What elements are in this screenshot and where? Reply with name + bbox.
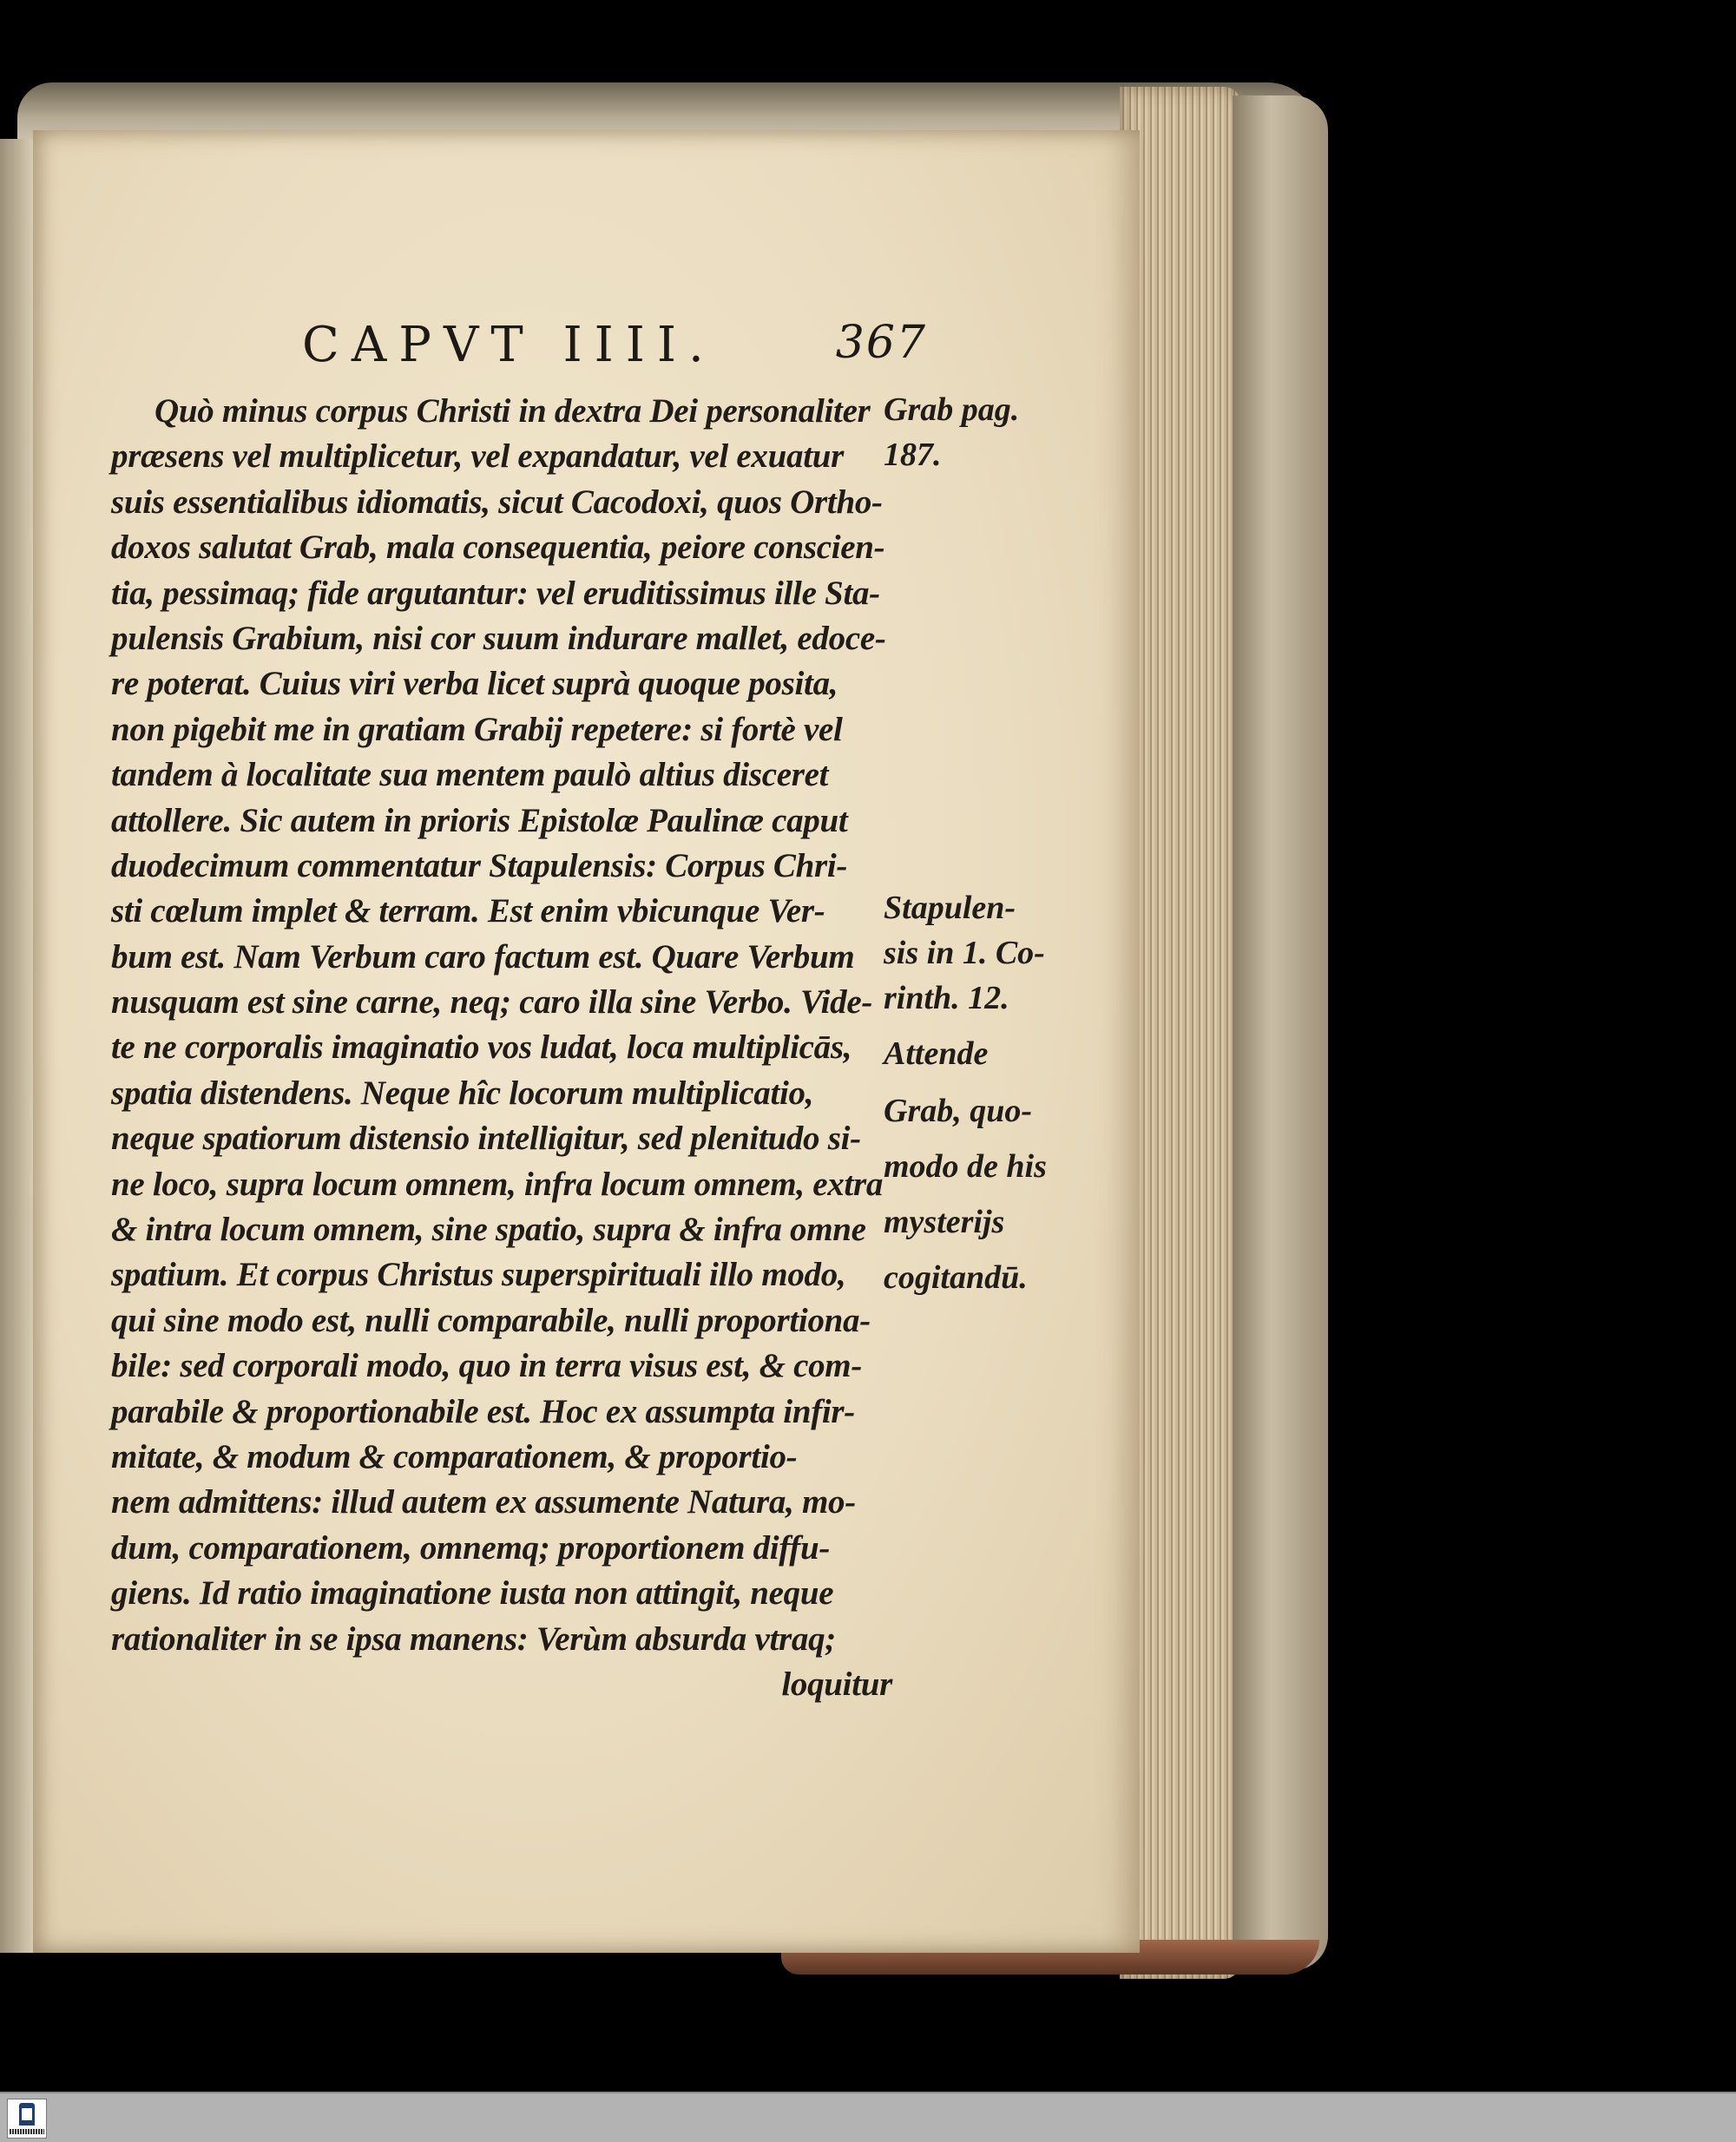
text-line: tia, pessimaq; fide argutantur: vel eruditissimus ille Sta- — [111, 574, 880, 612]
text-line: & intra locum omnem, sine spatio, supra & infra omne — [111, 1211, 866, 1249]
text-line: sti cœlum implet & terram. Est enim vbicunque Ver- — [111, 892, 825, 930]
text-line: giens. Id ratio imaginatione iusta non attingit, neque — [111, 1574, 834, 1613]
margin-note: mysterijs — [884, 1204, 1005, 1240]
text-line: ne loco, supra locum omnem, infra locum omnem, extra — [111, 1165, 884, 1203]
margin-note: Attende — [884, 1035, 989, 1072]
book-page — [33, 130, 1140, 1953]
logo-caption — [10, 2129, 44, 2134]
catchword: loquitur — [781, 1665, 892, 1703]
text-line: spatium. Et corpus Christus superspirituali illo modo, — [111, 1256, 846, 1294]
margin-note: sis in 1. Co- — [884, 935, 1045, 971]
text-line: te ne corporalis imaginatio vos ludat, loca multiplicās, — [111, 1028, 852, 1067]
chapter-title: CAPVT IIII. — [302, 317, 716, 373]
book-cover-right — [1233, 95, 1328, 1970]
text-line: attollere. Sic autem in prioris Epistolæ Paulinæ caput — [111, 801, 848, 839]
library-logo-icon[interactable] — [7, 2099, 47, 2139]
text-line: qui sine modo est, nulli comparabile, nulli proportiona- — [111, 1301, 871, 1339]
text-line: neque spatiorum distensio intelligitur, sed plenitudo si- — [111, 1120, 861, 1158]
margin-note: Grab, quo- — [884, 1093, 1033, 1129]
text-line: dum, comparationem, omnemq; proportionem diffu- — [111, 1528, 831, 1567]
text-line: pulensis Grabium, nisi cor suum indurare mallet, edoce- — [111, 619, 886, 657]
text-line: spatia distendens. Neque hîc locorum multiplicatio, — [111, 1074, 814, 1112]
margin-note: 187. — [884, 437, 942, 473]
previous-page-edge — [0, 139, 35, 1953]
library-building-icon — [19, 2103, 35, 2126]
text-line: duodecimum commentatur Stapulensis: Corpus Chri- — [111, 846, 848, 884]
margin-note: Grab pag. — [884, 391, 1020, 428]
text-line: re poterat. Cuius viri verba licet suprà quoque posita, — [111, 665, 838, 703]
margin-note: rinth. 12. — [884, 980, 1009, 1016]
text-line: præsens vel multiplicetur, vel expandatur, vel exuatur — [111, 437, 844, 476]
text-line: nem admittens: illud autem ex assumente Natura, mo- — [111, 1483, 856, 1521]
text-line: nusquam est sine carne, neq; caro illa sine Verbo. Vide- — [111, 983, 873, 1022]
text-line: bum est. Nam Verbum caro factum est. Quare Verbum — [111, 937, 855, 976]
text-line: tandem à localitate sua mentem paulò altius disceret — [111, 756, 829, 794]
text-line: mitate, & modum & comparationem, & proportio- — [111, 1437, 798, 1475]
page-number: 367 — [835, 317, 927, 369]
margin-note: cogitandū. — [884, 1259, 1028, 1296]
margin-note: Stapulen- — [884, 890, 1016, 926]
body-text — [111, 389, 910, 1707]
text-line: suis essentialibus idiomatis, sicut Cacodoxi, quos Ortho- — [111, 483, 883, 521]
viewer-footer-bar — [0, 2092, 1736, 2142]
text-line: bile: sed corporali modo, quo in terra visus est, & com- — [111, 1347, 863, 1385]
text-line: non pigebit me in gratiam Grabij repetere: si fortè vel — [111, 710, 843, 748]
text-line: Quò minus corpus Christi in dextra Dei personaliter — [155, 392, 871, 430]
margin-note: modo de his — [884, 1148, 1047, 1185]
text-line: rationaliter in se ipsa manens: Verùm absurda vtraq; — [111, 1620, 836, 1658]
text-line: parabile & proportionabile est. Hoc ex assumpta infir- — [111, 1392, 855, 1430]
running-header — [302, 317, 927, 378]
text-line: doxos salutat Grab, mala consequentia, peiore conscien- — [111, 529, 885, 567]
